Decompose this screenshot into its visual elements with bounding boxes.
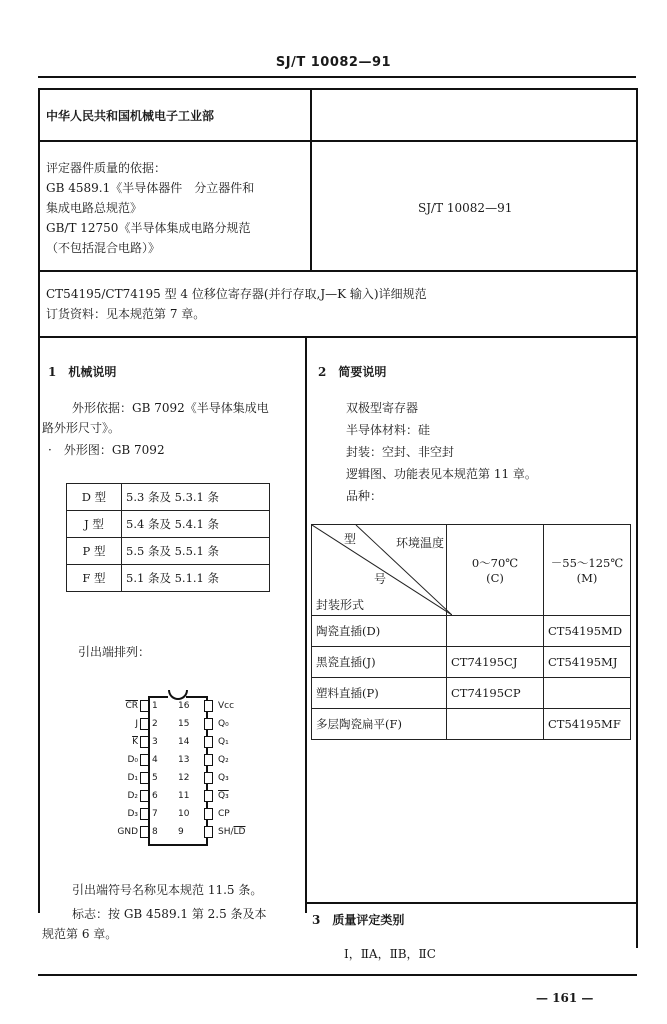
pin-name: Q₃ <box>218 791 229 801</box>
military-temp-range: －55～125℃ <box>550 556 624 570</box>
pin-right-16 <box>178 698 258 714</box>
brief-line-2: 半导体材料：硅 <box>346 423 431 437</box>
pin-number: 16 <box>178 701 190 711</box>
pin-box <box>204 700 213 712</box>
commercial-part: CT74195CP <box>447 678 544 709</box>
pin-number: 5 <box>152 773 158 783</box>
pin-box <box>204 826 213 838</box>
row-divider-2 <box>38 270 637 272</box>
pin-name: D₂ <box>127 791 138 801</box>
pin-box <box>140 700 149 712</box>
table-row <box>67 538 270 565</box>
marking-line-1: 标志：按 GB 4589.1 第 2.5 条及本 <box>72 907 267 921</box>
pin-right-15 <box>178 716 258 732</box>
pin-number: 9 <box>178 827 184 837</box>
dip16-pinout-diagram <box>82 690 246 852</box>
military-part <box>544 678 631 709</box>
pin-number: 2 <box>152 719 158 729</box>
pin-name: Vcc <box>218 701 235 711</box>
pin-box <box>204 772 213 784</box>
pin-name: $\overline{CR}$ <box>125 701 138 711</box>
pin-box <box>204 808 213 820</box>
pin-left-7 <box>82 806 162 822</box>
pin-number: 12 <box>178 773 190 783</box>
package-clause: 5.5 条及 5.5.1 条 <box>122 538 270 565</box>
pin-name: Q₀ <box>218 719 229 729</box>
military-code: (M) <box>576 571 598 585</box>
section1-heading: 1 机械说明 <box>48 365 117 379</box>
frame-right <box>636 88 638 948</box>
basis-line-5: （不包括混合电路）》 <box>46 241 161 255</box>
package-form: 塑料直插(P) <box>312 678 447 709</box>
spec-title: CT54195/CT74195 型 4 位移位寄存器(并行存取,J—K 输入)详细规范 <box>46 287 427 301</box>
pin-box <box>140 826 149 838</box>
pin-name: $SH/\overline{LD}$ <box>218 827 246 837</box>
pin-left-8 <box>82 824 162 840</box>
pin-box <box>140 790 149 802</box>
pin-box <box>204 790 213 802</box>
pin-number: 1 <box>152 701 158 711</box>
pin-name: CP <box>218 809 230 819</box>
pin-left-1 <box>82 698 162 714</box>
pin-number: 14 <box>178 737 190 747</box>
section3-top-rule <box>305 902 637 904</box>
pin-number: 8 <box>152 827 158 837</box>
corner-no-label: 号 <box>374 572 387 586</box>
pin-number: 6 <box>152 791 158 801</box>
frame-left <box>38 88 40 913</box>
pin-left-6 <box>82 788 162 804</box>
frame-top <box>38 88 637 90</box>
outline-basis-line-2: 路外形尺寸》。 <box>42 421 121 435</box>
table-row <box>312 709 631 740</box>
corner-type-label: 型 <box>344 532 357 546</box>
pin-name: $\overline{K}$ <box>132 737 138 747</box>
pin-right-12 <box>178 770 258 786</box>
pin-box <box>140 754 149 766</box>
row-divider-1 <box>38 140 637 142</box>
brief-line-3: 封装：空封、非空封 <box>346 445 455 459</box>
product-variants-table <box>311 524 631 740</box>
basis-line-4: GB/T 12750《半导体集成电路分规范 <box>46 221 251 235</box>
pin-right-14 <box>178 734 258 750</box>
col-military-header <box>544 525 631 616</box>
pin-box <box>204 754 213 766</box>
basis-line-2: GB 4589.1《半导体器件 分立器件和 <box>46 181 255 195</box>
pin-number: 3 <box>152 737 158 747</box>
marking-line-2: 规范第 6 章。 <box>42 927 118 941</box>
package-clause: 5.3 条及 5.3.1 条 <box>122 484 270 511</box>
header-rule <box>38 76 636 78</box>
pin-left-4 <box>82 752 162 768</box>
corner-header <box>312 525 447 616</box>
military-part: CT54195MF <box>544 709 631 740</box>
pin-name: Q₂ <box>218 755 229 765</box>
pin-right-10 <box>178 806 258 822</box>
package-table <box>66 483 270 592</box>
table-row <box>312 647 631 678</box>
brief-line-1: 双极型寄存器 <box>346 401 419 415</box>
brief-line-4: 逻辑图、功能表见本规范第 11 章。 <box>346 467 537 481</box>
brief-line-5: 品种： <box>346 489 383 503</box>
pin-left-3 <box>82 734 162 750</box>
pin-name: Q₁ <box>218 737 229 747</box>
pin-number: 11 <box>178 791 190 801</box>
pin-name: D₀ <box>127 755 138 765</box>
pin-right-13 <box>178 752 258 768</box>
table-row <box>312 616 631 647</box>
package-form: 黑瓷直插(J) <box>312 647 447 678</box>
pin-left-5 <box>82 770 162 786</box>
table-row <box>312 678 631 709</box>
table-header-row <box>312 525 631 616</box>
package-clause: 5.1 条及 5.1.1 条 <box>122 565 270 592</box>
pin-box <box>140 772 149 784</box>
military-part: CT54195MD <box>544 616 631 647</box>
package-type: F 型 <box>67 565 122 592</box>
table-row <box>67 511 270 538</box>
commercial-part <box>447 616 544 647</box>
pin-number: 10 <box>178 809 190 819</box>
ministry-name: 中华人民共和国机械电子工业部 <box>46 109 215 123</box>
outline-figure: · 外形图：GB 7092 <box>48 443 165 457</box>
pin-name: D₁ <box>127 773 138 783</box>
pin-box <box>140 736 149 748</box>
commercial-temp-range: 0～70℃ <box>471 556 519 570</box>
quality-classes: Ⅰ，ⅡA，ⅡB，ⅡC <box>344 947 436 961</box>
pin-names-note: 引出端符号名称见本规范 11.5 条。 <box>72 883 263 897</box>
order-info: 订货资料：见本规范第 7 章。 <box>46 307 206 321</box>
pin-box <box>140 718 149 730</box>
section2-heading: 2 简要说明 <box>318 365 387 379</box>
outline-basis-line-1: 外形依据：GB 7092《半导体集成电 <box>72 401 269 415</box>
commercial-code: (C) <box>486 571 504 585</box>
commercial-part <box>447 709 544 740</box>
pin-number: 15 <box>178 719 190 729</box>
military-part: CT54195MJ <box>544 647 631 678</box>
pin-box <box>204 736 213 748</box>
table-row <box>67 565 270 592</box>
basis-line-3: 集成电路总规范》 <box>46 201 143 215</box>
pin-name: D₃ <box>127 809 138 819</box>
package-form: 多层陶瓷扁平(F) <box>312 709 447 740</box>
page-number: — 161 — <box>536 991 594 1005</box>
standard-number-header: SJ/T 10082—91 <box>275 55 392 70</box>
pin-left-2 <box>82 716 162 732</box>
package-type: J 型 <box>67 511 122 538</box>
pin-box <box>204 718 213 730</box>
pin-right-11 <box>178 788 258 804</box>
pin-arrangement-heading: 引出端排列： <box>78 645 151 659</box>
row-divider-3 <box>38 336 637 338</box>
col-commercial-header <box>447 525 544 616</box>
package-form: 陶瓷直插(D) <box>312 616 447 647</box>
package-type: P 型 <box>67 538 122 565</box>
package-clause: 5.4 条及 5.4.1 条 <box>122 511 270 538</box>
spec-number: SJ/T 10082—91 <box>418 201 513 215</box>
footer-rule <box>38 974 637 976</box>
column-divider-top <box>310 88 312 271</box>
pin-box <box>140 808 149 820</box>
pin-number: 4 <box>152 755 158 765</box>
pin-number: 13 <box>178 755 190 765</box>
section3-heading: 3 质量评定类别 <box>312 913 405 927</box>
pin-number: 7 <box>152 809 158 819</box>
pin-name: Q₃ <box>218 773 229 783</box>
commercial-part: CT74195CJ <box>447 647 544 678</box>
pin-right-9 <box>178 824 258 840</box>
column-divider-bottom <box>305 336 307 913</box>
pin-name: GND <box>117 827 138 837</box>
basis-line-1: 评定器件质量的依据： <box>46 161 167 175</box>
corner-package-label: 封装形式 <box>316 598 365 612</box>
corner-temp-label: 环境温度 <box>396 536 445 550</box>
table-row <box>67 484 270 511</box>
pin-name: J <box>135 719 138 729</box>
package-type: D 型 <box>67 484 122 511</box>
